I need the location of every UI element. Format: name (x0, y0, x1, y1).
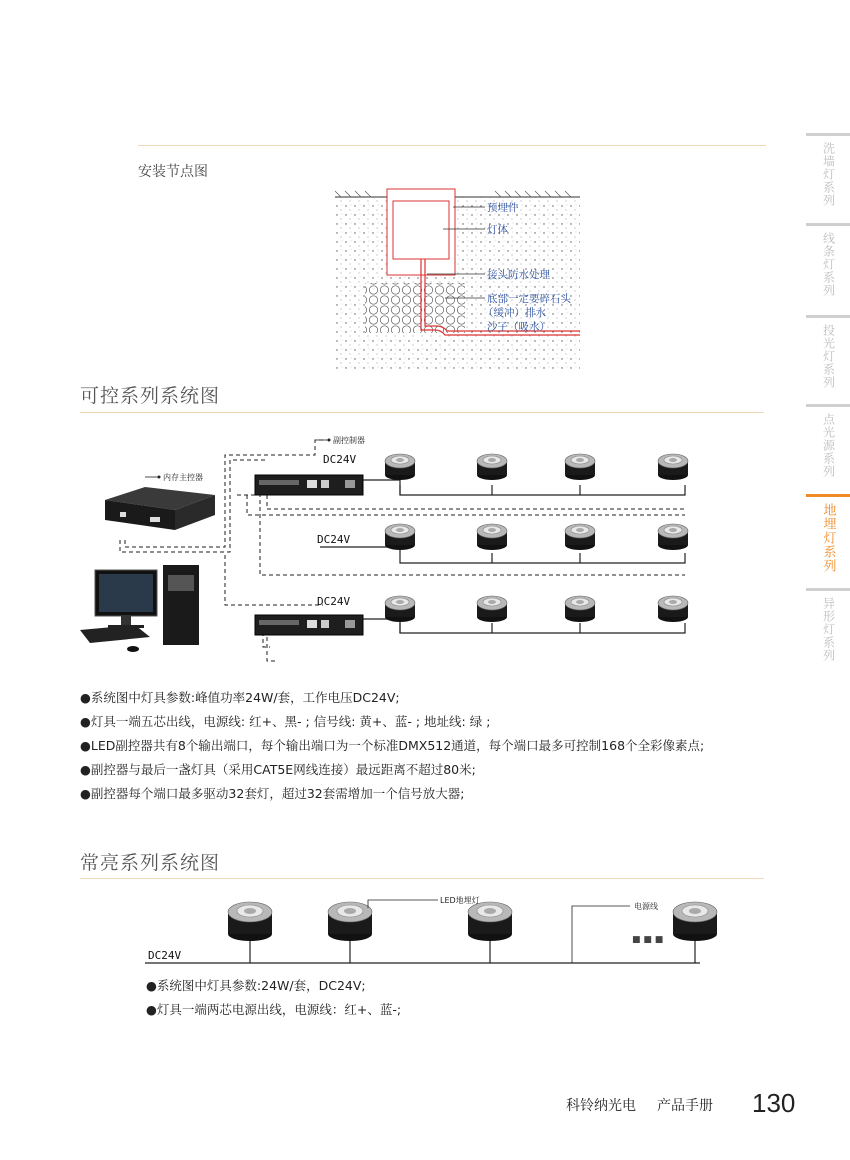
label-sand: 沙子（吸水） (487, 321, 550, 333)
page-number: 130 (752, 1088, 796, 1118)
main-controller (105, 487, 215, 530)
sidebar-tab-label: 线条灯系列 (821, 232, 836, 297)
footer-manual: 产品手册 (657, 1098, 713, 1114)
label-lamp-body: 灯体 (487, 224, 508, 236)
note-item: ●系统图中灯具参数:峰值功率24W/套，工作电压DC24V; (80, 690, 400, 705)
note-item: ●灯具一端两芯电源出线，电源线：红+、蓝-; (146, 1002, 402, 1017)
label-dc24v-3: DC24V (317, 595, 351, 608)
label-drain: （缓冲）排水 (483, 307, 546, 319)
constant-diagram (140, 888, 760, 973)
sidebar-tab-special[interactable] (806, 588, 850, 662)
label-led-inground: LED地埋灯 (440, 896, 480, 905)
sidebar-tab-flood[interactable] (806, 315, 850, 389)
note-item: ●系统图中灯具参数:24W/套，DC24V; (146, 978, 366, 993)
ellipsis-dots: ■ ■ ■ (632, 935, 664, 945)
controllable-heading: 可控系列系统图 (80, 385, 221, 407)
note-item: ●LED副控器共有8个输出端口，每个输出端口为一个标准DMX512通道，每个端口最多可控制168个全彩像素点; (80, 738, 705, 753)
sidebar-tab-label: 洗墙灯系列 (821, 142, 836, 207)
note-item: ●副控器与最后一盏灯具（采用CAT5E网线连接）最远距离不超过80米; (80, 762, 476, 777)
install-diagram (335, 185, 580, 370)
sidebar-tab-point[interactable] (806, 404, 850, 478)
sidebar-tab-label: 异形灯系列 (821, 597, 836, 662)
controllable-diagram (75, 425, 775, 670)
constant-heading: 常亮系列系统图 (80, 852, 221, 874)
label-main-controller: 内存主控器 (163, 473, 203, 482)
footer-brand: 科铃纳光电 (566, 1098, 636, 1114)
label-sub-controller: 副控制器 (333, 436, 365, 445)
constant-notes (146, 974, 401, 1022)
sidebar-tab-label: 点光源系列 (821, 413, 836, 478)
install-heading: 安装节点图 (138, 164, 208, 180)
divider (138, 145, 766, 146)
sidebar-tab-inground[interactable] (806, 494, 850, 573)
note-item: ●副控器每个端口最多驱动32套灯，超过32套需增加一个信号放大器; (80, 786, 465, 801)
label-dc24v: DC24V (148, 949, 182, 962)
divider (80, 412, 764, 413)
sidebar-tab-line[interactable] (806, 223, 850, 297)
sidebar-tab-label: 投光灯系列 (821, 324, 836, 389)
label-power-line: 电源线 (634, 902, 658, 911)
label-waterproof: 接头防水处理 (487, 269, 550, 281)
controllable-notes (80, 686, 704, 806)
sidebar-tab-label: 地埋灯系列 (820, 503, 836, 573)
label-dc24v-2: DC24V (317, 533, 351, 546)
sidebar-tab-wash[interactable] (806, 133, 850, 207)
label-gravel: 底部一定要碎石头 (487, 293, 571, 305)
computer (80, 565, 199, 652)
label-dc24v-1: DC24V (323, 453, 357, 466)
label-embedded-part: 预埋件 (487, 202, 519, 214)
note-item: ●灯具一端五芯出线，电源线: 红+、黑- ; 信号线: 黄+、蓝- ; 地址线: 绿 ; (80, 714, 491, 729)
divider (80, 878, 764, 879)
